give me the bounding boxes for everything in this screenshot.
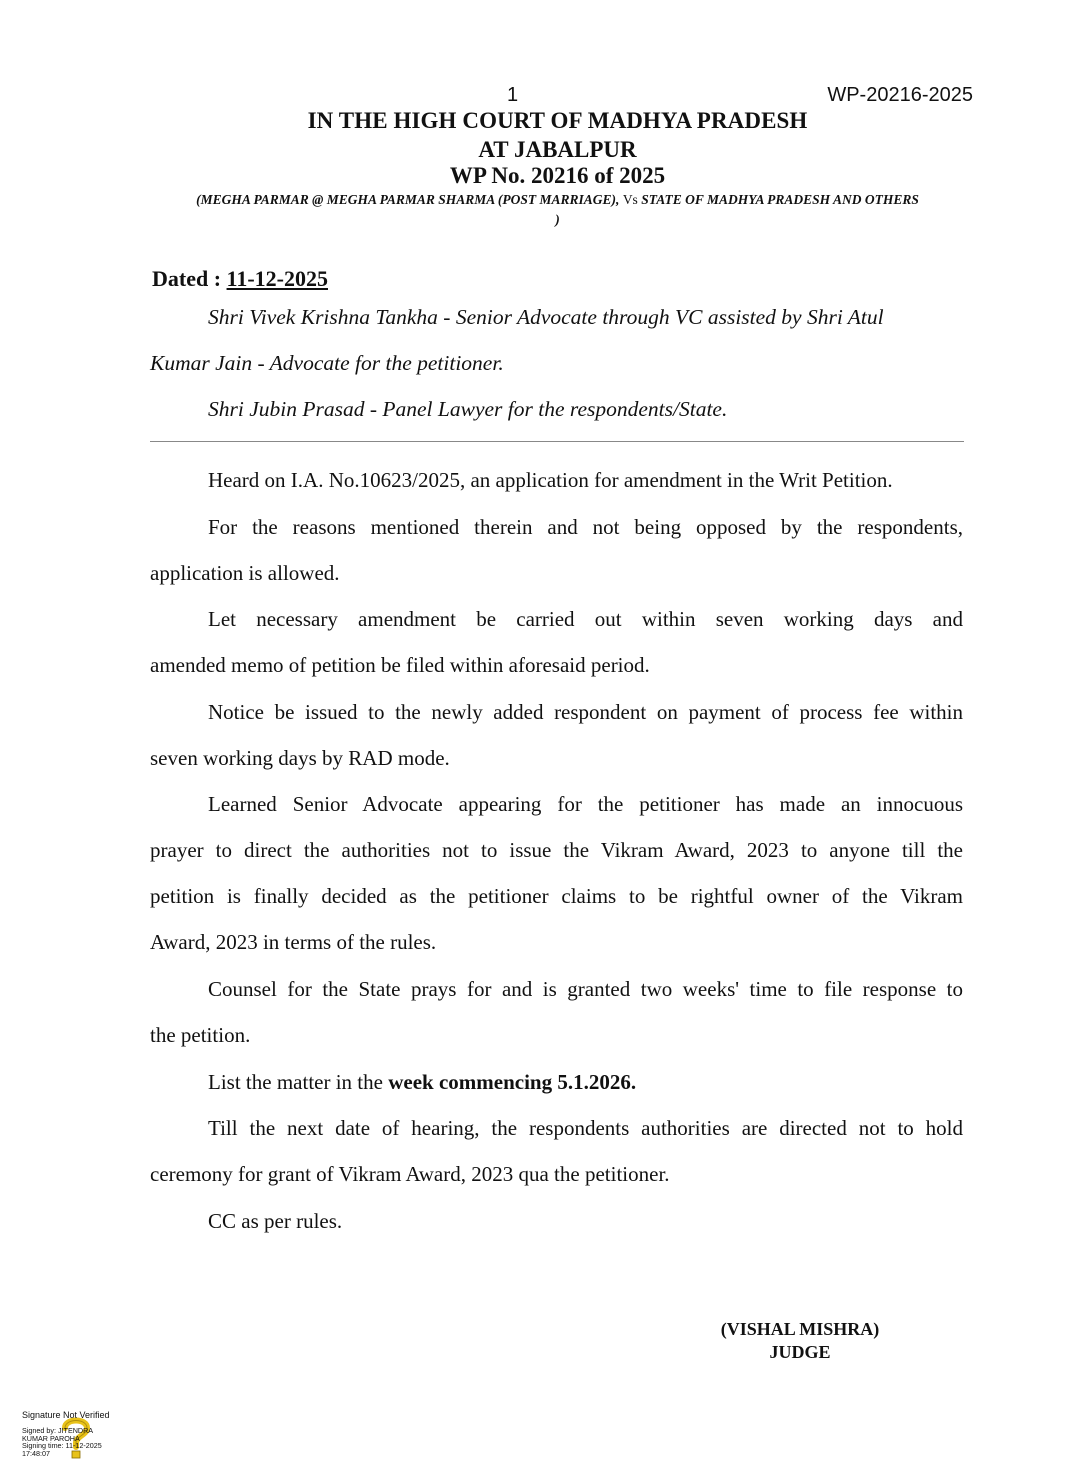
case-number: WP No. 20216 of 2025 xyxy=(449,163,666,188)
court-name: IN THE HIGH COURT OF MADHYA PRADESH xyxy=(307,108,808,133)
signed-by-line2: KUMAR PAROHA xyxy=(22,1433,80,1443)
page-number: 1 xyxy=(506,84,519,106)
judge-name: (VISHAL MISHRA) xyxy=(720,1319,880,1339)
petitioner-counsel-line1: Shri Vivek Krishna Tankha - Senior Advocate through VC assisted by Shri Atul xyxy=(208,305,884,329)
judge-title: JUDGE xyxy=(769,1342,831,1362)
date-label: Dated : xyxy=(152,266,227,291)
case-reference: WP-20216-2025 xyxy=(827,84,973,106)
party-closing-paren: ) xyxy=(555,212,560,227)
paragraph-line: seven working days by RAD mode. xyxy=(150,746,450,770)
paragraph-line: CC as per rules. xyxy=(208,1209,343,1233)
paragraph-line: Counsel for the State prays for and is granted two weeks' time to file response to xyxy=(208,977,963,1001)
petitioner-counsel-line2: Kumar Jain - Advocate for the petitioner. xyxy=(150,351,504,375)
order-date xyxy=(152,266,328,292)
paragraph-line xyxy=(150,1059,963,1105)
date-value: 11-12-2025 xyxy=(226,266,328,291)
paragraph-line: Notice be issued to the newly added respondent on payment of process fee within xyxy=(208,700,963,724)
versus-label: Vs xyxy=(622,192,638,207)
paragraph-line: Award, 2023 in terms of the rules. xyxy=(150,930,437,954)
order-paragraph-1 xyxy=(150,457,963,503)
paragraph-line: Till the next date of hearing, the respondents authorities are directed not to hold xyxy=(208,1116,963,1140)
order-paragraph-5 xyxy=(150,781,963,965)
digital-signature-stamp[interactable] xyxy=(22,1410,132,1462)
petitioner-name: (MEGHA PARMAR @ MEGHA PARMAR SHARMA (POST MARRIAGE), xyxy=(196,192,620,207)
paragraph-line: Learned Senior Advocate appearing for the petitioner has made an innocuous xyxy=(208,792,963,816)
listing-date: week commencing 5.1.2026. xyxy=(388,1070,637,1094)
signature-status: Signature Not Verified xyxy=(22,1410,110,1420)
signing-time-line2: 17:48:07 xyxy=(22,1448,50,1458)
party-names xyxy=(150,190,965,230)
paragraph-line: ceremony for grant of Vikram Award, 2023 qua the petitioner. xyxy=(150,1162,670,1186)
respondent-counsel: Shri Jubin Prasad - Panel Lawyer for the respondents/State. xyxy=(208,397,728,421)
paragraph-line: Heard on I.A. No.10623/2025, an application for amendment in the Writ Petition. xyxy=(208,468,893,492)
paragraph-line: petition is finally decided as the petitioner claims to be rightful owner of the Vikram xyxy=(150,884,963,908)
signing-time-line1: Signing time: 11-12-2025 xyxy=(22,1441,102,1450)
paragraph-line: application is allowed. xyxy=(150,561,340,585)
order-paragraph-2 xyxy=(150,504,963,596)
order-paragraph-7 xyxy=(150,1059,963,1105)
order-paragraph-9 xyxy=(150,1198,963,1244)
paragraph-line: prayer to direct the authorities not to issue the Vikram Award, 2023 to anyone till the xyxy=(150,838,963,862)
section-divider xyxy=(150,441,964,442)
paragraph-line: For the reasons mentioned therein and not being opposed by the respondents, xyxy=(208,515,963,539)
judge-signature-block xyxy=(700,1318,900,1364)
paragraph-line: the petition. xyxy=(150,1023,251,1047)
signature-details xyxy=(22,1427,102,1457)
paragraph-line: amended memo of petition be filed within aforesaid period. xyxy=(150,653,650,677)
order-paragraph-6 xyxy=(150,966,963,1058)
signed-by-line1: Signed by: JITENDRA xyxy=(22,1426,94,1435)
order-paragraph-3 xyxy=(150,596,963,688)
respondent-name: STATE OF MADHYA PRADESH AND OTHERS xyxy=(641,192,919,207)
order-paragraph-4 xyxy=(150,689,963,781)
order-paragraph-8 xyxy=(150,1105,963,1197)
paragraph-line: Let necessary amendment be carried out within seven working days and xyxy=(208,607,963,631)
court-bench: AT JABALPUR xyxy=(478,137,637,162)
listing-text: List the matter in the xyxy=(208,1070,389,1094)
